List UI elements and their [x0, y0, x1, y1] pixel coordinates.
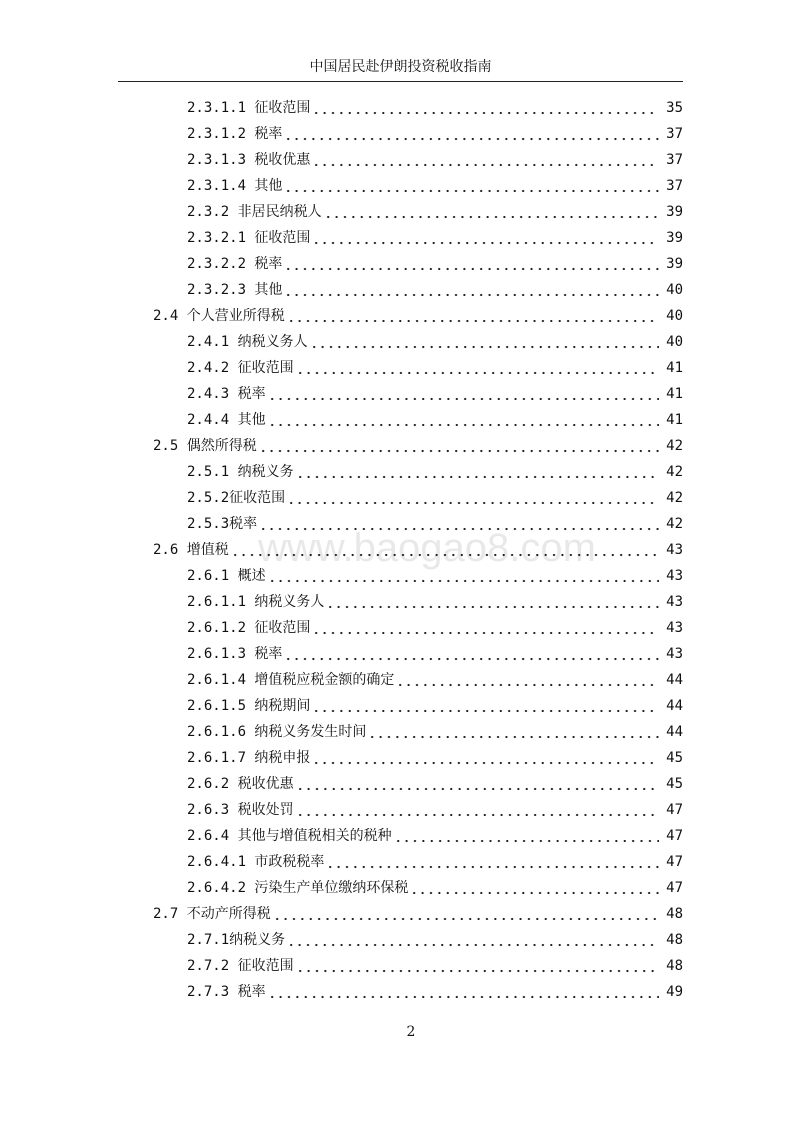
toc-entry-title: 2.3.2.2 税率 [187, 256, 283, 272]
toc-leader-dots [273, 901, 659, 927]
toc-entry[interactable] [118, 355, 683, 381]
toc-entry[interactable] [118, 277, 683, 303]
toc-entry[interactable] [118, 251, 683, 277]
toc-entry-title: 2.7.3 税率 [187, 984, 266, 1000]
toc-entry-page-number: 40 [666, 308, 683, 324]
toc-leader-dots [287, 303, 659, 329]
toc-entry-page-number: 42 [666, 516, 683, 532]
toc-leader-dots [284, 251, 659, 277]
toc-entry-page-number: 44 [666, 698, 683, 714]
toc-entry-title: 2.6.4.2 污染生产单位缴纳环保税 [187, 880, 409, 896]
toc-entry-page-number: 40 [666, 282, 683, 298]
toc-entry-page-number: 37 [666, 126, 683, 142]
toc-leader-dots [284, 277, 659, 303]
toc-entry-title: 2.4.3 税率 [187, 386, 266, 402]
toc-leader-dots [312, 147, 659, 173]
toc-entry[interactable] [118, 121, 683, 147]
toc-entry-title: 2.3.2 非居民纳税人 [187, 204, 322, 220]
toc-leader-dots [326, 849, 659, 875]
toc-leader-dots [284, 173, 659, 199]
toc-entry-title: 2.3.1.1 征收范围 [187, 100, 311, 116]
toc-entry-title: 2.6.1.2 征收范围 [187, 620, 311, 636]
toc-entry-page-number: 47 [666, 854, 683, 870]
toc-entry-title: 2.6.1.3 税率 [187, 646, 283, 662]
toc-entry-page-number: 42 [666, 438, 683, 454]
toc-leader-dots [268, 563, 660, 589]
toc-entry[interactable] [118, 745, 683, 771]
toc-entry[interactable] [118, 771, 683, 797]
toc-entry-title: 2.7.2 征收范围 [187, 958, 294, 974]
toc-entry-title: 2.6.1.1 纳税义务人 [187, 594, 325, 610]
toc-leader-dots [312, 693, 659, 719]
toc-entry-page-number: 39 [666, 230, 683, 246]
toc-entry-page-number: 40 [666, 334, 683, 350]
toc-entry-title: 2.6.4.1 市政税税率 [187, 854, 325, 870]
toc-leader-dots [268, 979, 660, 1005]
toc-entry-page-number: 49 [666, 984, 683, 1000]
toc-leader-dots [259, 433, 659, 459]
toc-entry-title: 2.6.3 税收处罚 [187, 802, 294, 818]
toc-entry[interactable] [118, 407, 683, 433]
toc-entry-page-number: 41 [666, 360, 683, 376]
toc-entry-title: 2.4.4 其他 [187, 412, 266, 428]
toc-leader-dots [296, 953, 660, 979]
toc-entry-title: 2.5.3税率 [187, 516, 258, 532]
toc-entry-page-number: 48 [666, 906, 683, 922]
toc-entry[interactable] [118, 849, 683, 875]
toc-leader-dots [368, 719, 659, 745]
toc-entry[interactable] [118, 693, 683, 719]
toc-entry[interactable] [118, 641, 683, 667]
toc-entry-title: 2.3.2.3 其他 [187, 282, 283, 298]
toc-entry[interactable] [118, 797, 683, 823]
toc-entry-title: 2.6 增值税 [153, 542, 229, 558]
toc-entry[interactable] [118, 537, 683, 563]
toc-entry[interactable] [118, 901, 683, 927]
toc-leader-dots [268, 407, 660, 433]
toc-entry-page-number: 43 [666, 620, 683, 636]
toc-entry-title: 2.5 偶然所得税 [153, 438, 257, 454]
toc-leader-dots [259, 511, 659, 537]
toc-entry-page-number: 48 [666, 958, 683, 974]
toc-entry[interactable] [118, 95, 683, 121]
toc-entry[interactable] [118, 667, 683, 693]
toc-entry-title: 2.6.4 其他与增值税相关的税种 [187, 828, 392, 844]
toc-entry-title: 2.5.1 纳税义务 [187, 464, 294, 480]
toc-entry-page-number: 45 [666, 776, 683, 792]
toc-leader-dots [326, 589, 659, 615]
toc-entry-page-number: 37 [666, 152, 683, 168]
toc-entry-title: 2.4.1 纳税义务人 [187, 334, 308, 350]
toc-entry-title: 2.3.1.3 税收优惠 [187, 152, 311, 168]
toc-entry-page-number: 43 [666, 568, 683, 584]
toc-leader-dots [310, 329, 660, 355]
toc-entry-page-number: 37 [666, 178, 683, 194]
toc-entry[interactable] [118, 147, 683, 173]
toc-leader-dots [312, 745, 659, 771]
toc-entry-title: 2.3.1.4 其他 [187, 178, 283, 194]
toc-entry-title: 2.4 个人营业所得税 [153, 308, 285, 324]
toc-entry-page-number: 43 [666, 542, 683, 558]
toc-entry[interactable] [118, 823, 683, 849]
toc-leader-dots [268, 381, 660, 407]
toc-entry-title: 2.3.2.1 征收范围 [187, 230, 311, 246]
toc-entry-page-number: 41 [666, 386, 683, 402]
toc-entry-page-number: 48 [666, 932, 683, 948]
toc-leader-dots [394, 823, 660, 849]
toc-entry-page-number: 47 [666, 880, 683, 896]
toc-leader-dots [296, 459, 660, 485]
toc-leader-dots [410, 875, 659, 901]
toc-leader-dots [312, 95, 659, 121]
toc-entry[interactable] [118, 615, 683, 641]
toc-entry-title: 2.6.1 概述 [187, 568, 266, 584]
toc-leader-dots [287, 485, 659, 511]
toc-entry[interactable] [118, 199, 683, 225]
toc-entry-page-number: 41 [666, 412, 683, 428]
toc-entry[interactable] [118, 459, 683, 485]
toc-entry[interactable] [118, 173, 683, 199]
toc-entry[interactable] [118, 927, 683, 953]
toc-leader-dots [312, 225, 659, 251]
toc-entry-page-number: 44 [666, 724, 683, 740]
toc-leader-dots [312, 615, 659, 641]
toc-entry-page-number: 43 [666, 646, 683, 662]
toc-entry-title: 2.6.1.5 纳税期间 [187, 698, 311, 714]
toc-entry-page-number: 42 [666, 464, 683, 480]
toc-entry-page-number: 39 [666, 204, 683, 220]
toc-entry[interactable] [118, 303, 683, 329]
toc-leader-dots [296, 355, 660, 381]
toc-entry-title: 2.6.1.4 增值税应税金额的确定 [187, 672, 395, 688]
toc-leader-dots [284, 121, 659, 147]
toc-entry-title: 2.5.2征收范围 [187, 490, 286, 506]
toc-entry-page-number: 39 [666, 256, 683, 272]
toc-entry-page-number: 42 [666, 490, 683, 506]
toc-entry[interactable] [118, 589, 683, 615]
toc-entry-title: 2.7 不动产所得税 [153, 906, 271, 922]
toc-entry-page-number: 45 [666, 750, 683, 766]
toc-entry[interactable] [118, 381, 683, 407]
toc-entry[interactable] [118, 563, 683, 589]
toc-entry-title: 2.6.1.6 纳税义务发生时间 [187, 724, 367, 740]
toc-entry-page-number: 47 [666, 802, 683, 818]
toc-entry-page-number: 43 [666, 594, 683, 610]
toc-entry[interactable] [118, 485, 683, 511]
toc-entry[interactable] [118, 719, 683, 745]
toc-entry-page-number: 35 [666, 100, 683, 116]
toc-leader-dots [396, 667, 659, 693]
toc-entry-title: 2.7.1纳税义务 [187, 932, 286, 948]
toc-leader-dots [296, 797, 660, 823]
toc-leader-dots [284, 641, 659, 667]
toc-entry[interactable] [118, 953, 683, 979]
toc-entry-title: 2.3.1.2 税率 [187, 126, 283, 142]
toc-list [118, 95, 683, 1005]
header-rule [118, 81, 683, 82]
toc-entry[interactable] [118, 875, 683, 901]
running-header-title: 中国居民赴伊朗投资税收指南 [309, 59, 492, 75]
toc-entry[interactable] [118, 433, 683, 459]
toc-entry[interactable] [118, 329, 683, 355]
toc-entry-title: 2.6.1.7 纳税申报 [187, 750, 311, 766]
toc-entry[interactable] [118, 511, 683, 537]
toc-entry-page-number: 44 [666, 672, 683, 688]
toc-entry-page-number: 47 [666, 828, 683, 844]
toc-entry[interactable] [118, 979, 683, 1005]
toc-leader-dots [287, 927, 659, 953]
toc-leader-dots [231, 537, 659, 563]
page-number: 2 [406, 1024, 416, 1040]
toc-entry-title: 2.6.2 税收优惠 [187, 776, 294, 792]
toc-leader-dots [324, 199, 660, 225]
toc-entry[interactable] [118, 225, 683, 251]
toc-entry-title: 2.4.2 征收范围 [187, 360, 294, 376]
toc-leader-dots [296, 771, 660, 797]
